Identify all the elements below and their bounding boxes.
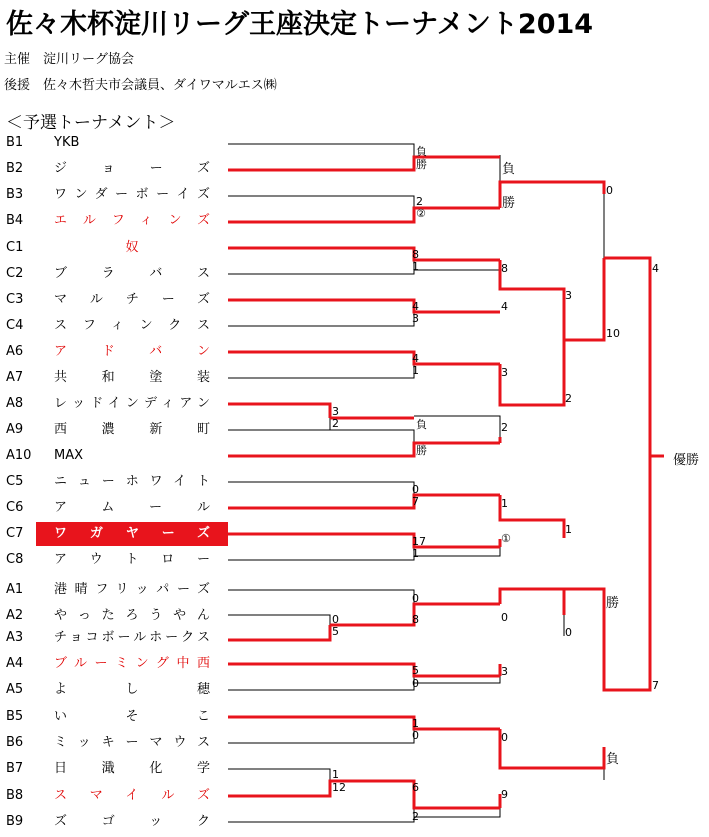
team-code: A3 — [6, 630, 24, 645]
team-name: 共和塗装 — [54, 370, 210, 385]
team-name: ワガヤーズ — [54, 526, 210, 541]
score-label: 7 — [412, 495, 419, 508]
score-label: 0 — [412, 592, 419, 605]
team-name: ワンダーボーイズ — [54, 187, 210, 202]
team-code: B3 — [6, 187, 24, 202]
team-name: MAX — [54, 448, 84, 463]
team-name: 日濈化学 — [54, 761, 210, 776]
team-code: B4 — [6, 213, 24, 228]
team-code: A7 — [6, 370, 24, 385]
team-code: B2 — [6, 161, 24, 176]
team-name: よし穂 — [54, 682, 210, 697]
team-name: ズゴック — [54, 814, 210, 829]
section-label: ＜予選トーナメント＞ — [6, 113, 176, 133]
team-name: ジョーズ — [54, 161, 210, 176]
team-code: B1 — [6, 135, 24, 150]
score-label: 3 — [412, 312, 419, 325]
score-label: 1 — [565, 523, 572, 536]
team-name: 西濃新町 — [54, 422, 210, 437]
score-label: 負 — [416, 145, 427, 158]
team-code: A10 — [6, 448, 32, 463]
score-label: 10 — [606, 327, 620, 340]
page-title: 佐々木杯淀川リーグ王座決定トーナメント2014 — [6, 9, 594, 40]
team-name: チョコボールホークス — [54, 630, 210, 645]
team-code: A8 — [6, 396, 24, 411]
team-code: A6 — [6, 344, 24, 359]
score-label: 2 — [332, 417, 339, 430]
score-label: 0 — [501, 611, 508, 624]
score-label: 4 — [412, 352, 419, 365]
score-label: 2 — [501, 421, 508, 434]
team-code: B7 — [6, 761, 24, 776]
score-label: 5 — [412, 664, 419, 677]
team-name: アドバン — [54, 344, 210, 359]
team-name: アムール — [54, 500, 210, 515]
team-name: スマイルズ — [54, 788, 210, 803]
score-label: 7 — [652, 679, 659, 692]
team-code: C1 — [6, 240, 24, 255]
score-label: 6 — [412, 781, 419, 794]
team-code: C2 — [6, 266, 24, 281]
score-label: 4 — [652, 262, 659, 275]
team-code: A4 — [6, 656, 24, 671]
organizer-text: 主催 淀川リーグ協会 — [4, 52, 135, 67]
score-label: 4 — [412, 300, 419, 313]
team-name: ブラバス — [54, 266, 210, 281]
champion-label: 優勝 — [673, 453, 700, 468]
team-name: ニューホワイト — [54, 474, 210, 489]
score-label: 2 — [416, 195, 423, 208]
score-label: 2 — [412, 810, 419, 823]
team-code: A2 — [6, 608, 24, 623]
team-code: B6 — [6, 735, 24, 750]
score-label: 1 — [412, 717, 419, 730]
team-code: B8 — [6, 788, 24, 803]
score-label: 負 — [502, 162, 516, 177]
score-label: 負 — [606, 752, 620, 767]
score-label: 8 — [501, 262, 508, 275]
score-label: 2 — [565, 392, 572, 405]
team-name: エルフィンズ — [54, 213, 210, 228]
score-label: 1 — [412, 547, 419, 560]
team-code: A1 — [6, 582, 24, 597]
team-name: スフィンクス — [54, 318, 210, 333]
team-code: C7 — [6, 526, 24, 541]
score-label: 0 — [606, 184, 613, 197]
team-name: いそこ — [54, 709, 210, 724]
team-code: C5 — [6, 474, 24, 489]
team-name: やったろうやん — [54, 608, 210, 623]
team-name: YKB — [54, 135, 80, 150]
score-label: 勝 — [502, 196, 516, 211]
score-label: 3 — [501, 366, 508, 379]
team-name: 港晴フリッパーズ — [54, 582, 210, 597]
team-code: A5 — [6, 682, 24, 697]
team-code: C6 — [6, 500, 24, 515]
team-name: ブルーミング中西 — [54, 656, 210, 671]
score-label: 3 — [501, 665, 508, 678]
score-label: 9 — [501, 788, 508, 801]
score-label: 0 — [412, 483, 419, 496]
score-label: 1 — [412, 260, 419, 273]
score-label: 0 — [332, 613, 339, 626]
team-name: レッドインディアン — [54, 396, 210, 411]
sponsor-text: 後援 佐々木哲夫市会議員、ダイワマルエス㈱ — [4, 78, 277, 93]
score-label: 5 — [332, 625, 339, 638]
team-code: C3 — [6, 292, 24, 307]
team-name: 奴 — [125, 240, 139, 255]
score-label: 17 — [412, 535, 426, 548]
score-label: 8 — [412, 248, 419, 261]
team-code: B9 — [6, 814, 24, 829]
score-label: 0 — [565, 626, 572, 639]
score-label: 4 — [501, 300, 508, 313]
score-label: ① — [501, 532, 511, 545]
score-label: 3 — [565, 289, 572, 302]
score-label: 1 — [332, 768, 339, 781]
team-name: アウトロー — [54, 552, 210, 567]
score-label: 1 — [412, 364, 419, 377]
score-label: 3 — [332, 405, 339, 418]
score-label: 0 — [501, 731, 508, 744]
team-code: B5 — [6, 709, 24, 724]
score-label: 1 — [501, 497, 508, 510]
score-label: 0 — [412, 677, 419, 690]
score-label: 0 — [412, 729, 419, 742]
team-code: C8 — [6, 552, 24, 567]
team-code: C4 — [6, 318, 24, 333]
score-label: 勝 — [606, 596, 620, 611]
score-label: 勝 — [416, 444, 427, 457]
score-label: 8 — [412, 613, 419, 626]
team-name: ミッキーマウス — [54, 735, 210, 750]
score-label: 勝 — [416, 158, 427, 171]
team-name: マルチーズ — [54, 292, 210, 307]
score-label: ② — [416, 207, 426, 220]
score-label: 負 — [416, 418, 427, 431]
team-code: A9 — [6, 422, 24, 437]
score-label: 12 — [332, 781, 346, 794]
